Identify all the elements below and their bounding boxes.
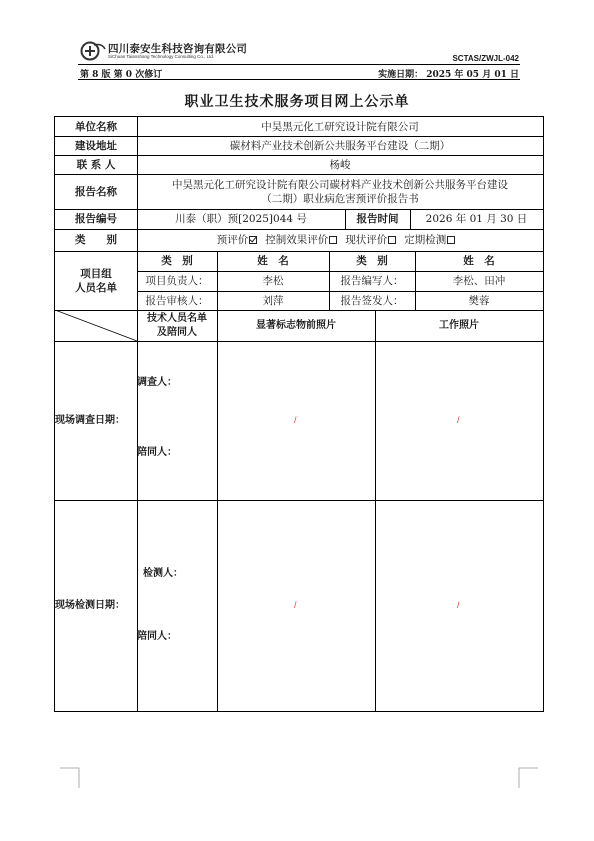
- category-option-label: 预评价: [216, 234, 249, 246]
- crop-mark-bottom-left: [60, 766, 80, 788]
- category-option-pre-evaluation[interactable]: [217, 233, 266, 247]
- writer-label: 报告编写人：: [340, 275, 404, 287]
- address-value: 碳材料产业技术创新公共服务平台建设（二期）: [229, 139, 451, 152]
- category-option-status[interactable]: [345, 233, 404, 247]
- report-number-value: 川泰（职）预[2025]044 号: [175, 213, 307, 225]
- issuer-value: 樊蓉: [468, 294, 490, 307]
- test-escort-label: 陪同人：: [137, 631, 177, 642]
- contact-label: 联 系 人: [76, 158, 116, 171]
- company-name-en: SiChuan Taianshang Technology Consulting Co., Ltd.: [108, 54, 215, 59]
- address-label: 建设地址: [75, 139, 117, 152]
- test-landmark-photo-placeholder: /: [294, 600, 297, 610]
- leader-label: 项目负责人：: [145, 275, 209, 287]
- unchecked-box-icon[interactable]: [329, 236, 337, 244]
- reviewer-value: 刘萍: [262, 294, 284, 307]
- test-date-label: 现场检测日期：: [55, 600, 125, 611]
- report-name-line-1: 中昊黑元化工研究设计院有限公司碳材料产业技术创新公共服务平台建设: [172, 178, 508, 191]
- document-code: SCTAS/ZWJL-042: [452, 54, 519, 63]
- category-option-control-effect[interactable]: [265, 233, 345, 247]
- crop-mark-bottom-right: [518, 766, 538, 788]
- tester-label: 检测人：: [143, 568, 183, 579]
- contact-value: 杨峻: [329, 158, 351, 171]
- survey-landmark-photo-placeholder: /: [294, 415, 297, 425]
- unchecked-box-icon[interactable]: [447, 236, 455, 244]
- category-options: [137, 229, 543, 251]
- category-option-label: 控制效果评价: [265, 234, 329, 246]
- project-team-label: 项目组 人员名单: [75, 267, 117, 294]
- team-col-type-1: 类 别: [161, 255, 193, 267]
- team-col-type-2: 类 别: [356, 255, 388, 267]
- writer-value: 李松、田冲: [452, 275, 506, 287]
- report-name-line-2: （二期）职业病危害预评价报告书: [261, 192, 419, 205]
- issuer-label: 报告签发人：: [340, 294, 404, 307]
- header-rule-lower: [78, 79, 520, 80]
- publicity-table: [54, 116, 544, 712]
- leader-value: 李松: [262, 275, 284, 287]
- header-rule: [78, 64, 520, 65]
- team-col-name-2: 姓 名: [463, 255, 495, 267]
- survey-date-label: 现场调查日期：: [55, 414, 125, 426]
- diagonal-header-cell: [55, 310, 137, 341]
- company-logo-icon: [80, 41, 106, 61]
- unchecked-box-icon[interactable]: [388, 236, 396, 244]
- report-name-value: [137, 174, 543, 209]
- company-name-cn: 四川泰安生科技咨询有限公司: [108, 43, 248, 55]
- effective-date: 实施日期： 2025 年 05 月 01 日: [378, 70, 519, 80]
- version-info: 第 8 版 第 0 次修订: [80, 70, 163, 80]
- survey-escort-label: 陪同人：: [137, 447, 177, 458]
- category-option-label: 现状评价: [345, 234, 388, 246]
- unit-name-value: 中昊黑元化工研究设计院有限公司: [261, 120, 419, 133]
- survey-work-photo-placeholder: /: [457, 415, 460, 425]
- reviewer-label: 报告审核人：: [145, 294, 209, 307]
- unit-name-label: 单位名称: [75, 120, 117, 133]
- checked-box-icon[interactable]: [249, 236, 257, 244]
- report-time-label: 报告时间: [356, 213, 399, 225]
- surveyor-label: 调查人：: [137, 377, 177, 388]
- report-name-label: 报告名称: [75, 185, 117, 198]
- staff-col-header: 技术人员名单 及陪同人: [147, 312, 207, 338]
- team-col-name-1: 姓 名: [257, 255, 289, 267]
- work-photo-header: 工作照片: [439, 319, 479, 331]
- category-label: 类 别: [75, 234, 117, 246]
- category-option-periodic-test[interactable]: [404, 233, 463, 247]
- landmark-photo-header: 显著标志物前照片: [256, 319, 336, 331]
- category-option-label: 定期检测: [404, 234, 447, 246]
- report-number-label: 报告编号: [75, 213, 117, 225]
- report-time-value: 2026 年 01 月 30 日: [425, 213, 528, 225]
- page-title: 职业卫生技术服务项目网上公示单: [184, 94, 410, 110]
- test-work-photo-placeholder: /: [457, 600, 460, 610]
